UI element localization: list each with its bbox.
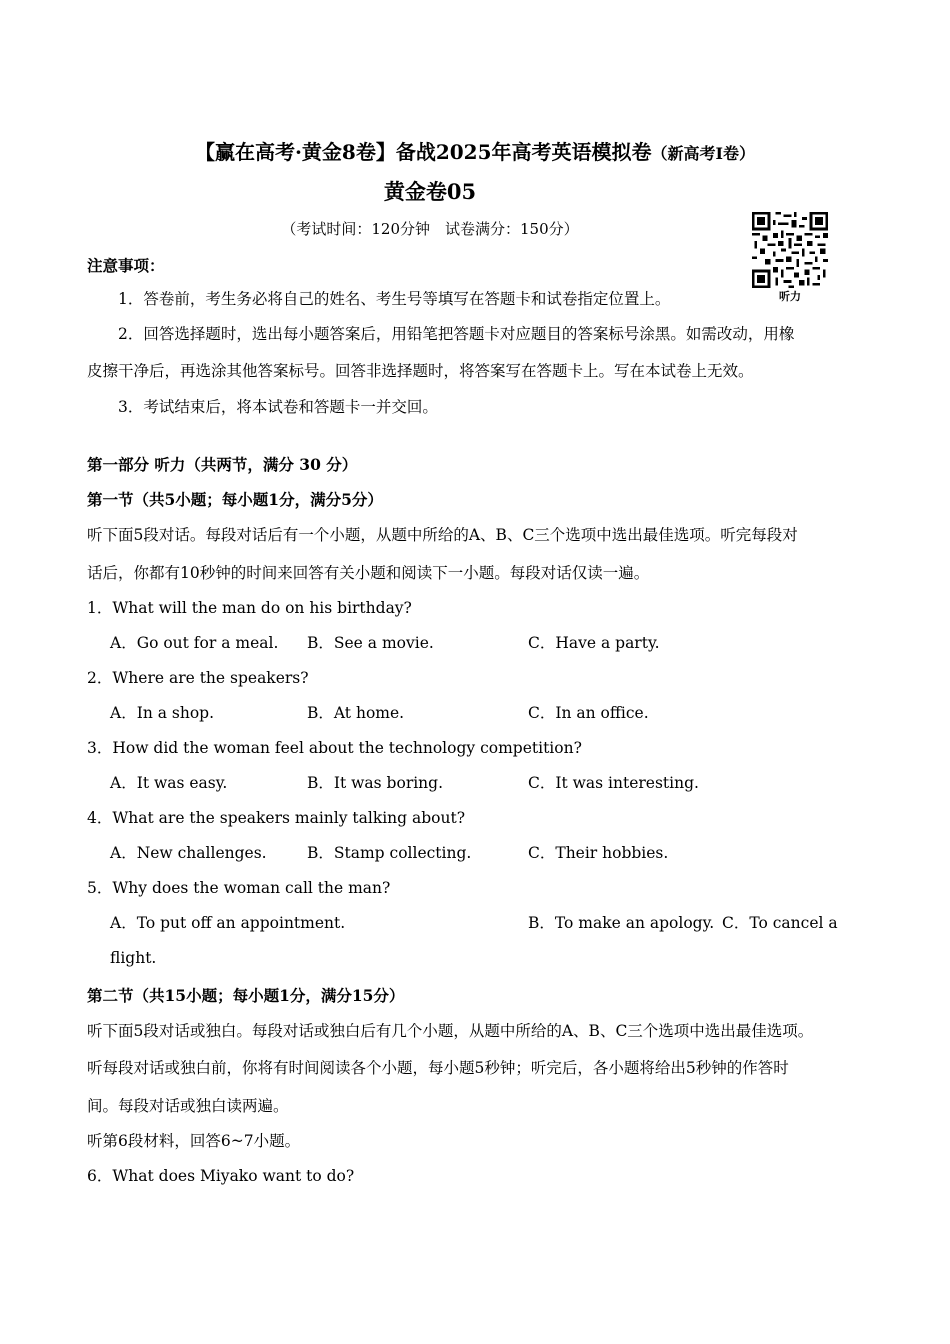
question-1-option-c[interactable]: C．Have a party.: [528, 634, 660, 652]
material-6-label: 听第6段材料，回答6~7小题。: [87, 1132, 301, 1150]
part1-heading: 第一部分 听力（共两节，满分 30 分）: [87, 455, 358, 474]
question-5-option-c[interactable]: C．To cancel a: [722, 914, 838, 932]
note-item-2-line-2: 皮擦干净后，再选涂其他答案标号。回答非选择题时，将答案写在答题卡上。写在本试卷上无效。: [87, 362, 754, 380]
question-5-option-a[interactable]: A．To put off an appointment.: [110, 914, 346, 932]
section1-instructions-line-2: 话后，你都有10秒钟的时间来回答有关小题和阅读下一小题。每段对话仅读一遍。: [87, 564, 650, 582]
qr-label: 听力: [779, 290, 801, 303]
question-4-option-a[interactable]: A．New challenges.: [110, 844, 267, 862]
question-5-option-b[interactable]: B．To make an apology.: [528, 914, 715, 932]
exam-title: [0, 136, 950, 165]
section2-instructions-line-2: 听每段对话或独白前，你将有时间阅读各个小题，每小题5秒钟；听完后，各小题将给出5秒钟的作答时: [87, 1059, 789, 1077]
question-2-stem: 2．Where are the speakers?: [87, 669, 309, 687]
question-4-option-b[interactable]: B．Stamp collecting.: [307, 844, 472, 862]
exam-title-main: 【赢在高考·黄金8卷】备战2025年高考英语模拟卷: [194, 140, 652, 164]
question-3-option-a[interactable]: A．It was easy.: [110, 774, 228, 792]
question-3-option-b[interactable]: B．It was boring.: [307, 774, 444, 792]
question-2-option-a[interactable]: A．In a shop.: [110, 704, 215, 722]
section1-heading: 第一节（共5小题；每小题1分，满分5分）: [87, 490, 383, 509]
question-1-stem: 1．What will the man do on his birthday?: [87, 599, 412, 617]
exam-info: （考试时间：120分钟 试卷满分：150分）: [281, 220, 579, 238]
section2-heading: 第二节（共15小题；每小题1分，满分15分）: [87, 986, 405, 1005]
question-5-option-c-continued[interactable]: flight.: [110, 949, 157, 967]
question-2-option-b[interactable]: B．At home.: [307, 704, 405, 722]
note-item-2-line-1: 2．回答选择题时，选出每小题答案后，用铅笔把答题卡对应题目的答案标号涂黑。如需改动，用橡: [118, 325, 795, 343]
exam-title-suffix: （新高考I卷）: [651, 144, 756, 163]
question-1-option-a[interactable]: A．Go out for a meal.: [110, 634, 279, 652]
exam-subtitle: 黄金卷05: [383, 179, 477, 204]
question-3-option-c[interactable]: C．It was interesting.: [528, 774, 699, 792]
notes-heading: 注意事项：: [87, 256, 165, 275]
question-4-option-c[interactable]: C．Their hobbies.: [528, 844, 669, 862]
question-6-stem: 6．What does Miyako want to do?: [87, 1167, 355, 1185]
qr-code-icon[interactable]: [752, 212, 828, 288]
question-5-stem: 5．Why does the woman call the man?: [87, 879, 391, 897]
note-item-1: 1．答卷前，考生务必将自己的姓名、考生号等填写在答题卡和试卷指定位置上。: [118, 290, 671, 308]
section2-instructions-line-1: 听下面5段对话或独白。每段对话或独白后有几个小题，从题中所给的A、B、C三个选项中选出最佳选项。: [87, 1022, 814, 1040]
note-item-3: 3．考试结束后，将本试卷和答题卡一并交回。: [118, 398, 438, 416]
section2-instructions-line-3: 间。每段对话或独白读两遍。: [87, 1097, 289, 1115]
question-1-option-b[interactable]: B．See a movie.: [307, 634, 434, 652]
question-2-option-c[interactable]: C．In an office.: [528, 704, 649, 722]
question-3-stem: 3．How did the woman feel about the technology competition?: [87, 739, 582, 757]
section1-instructions-line-1: 听下面5段对话。每段对话后有一个小题，从题中所给的A、B、C三个选项中选出最佳选项。听完每段对: [87, 526, 798, 544]
question-4-stem: 4．What are the speakers mainly talking about?: [87, 809, 466, 827]
